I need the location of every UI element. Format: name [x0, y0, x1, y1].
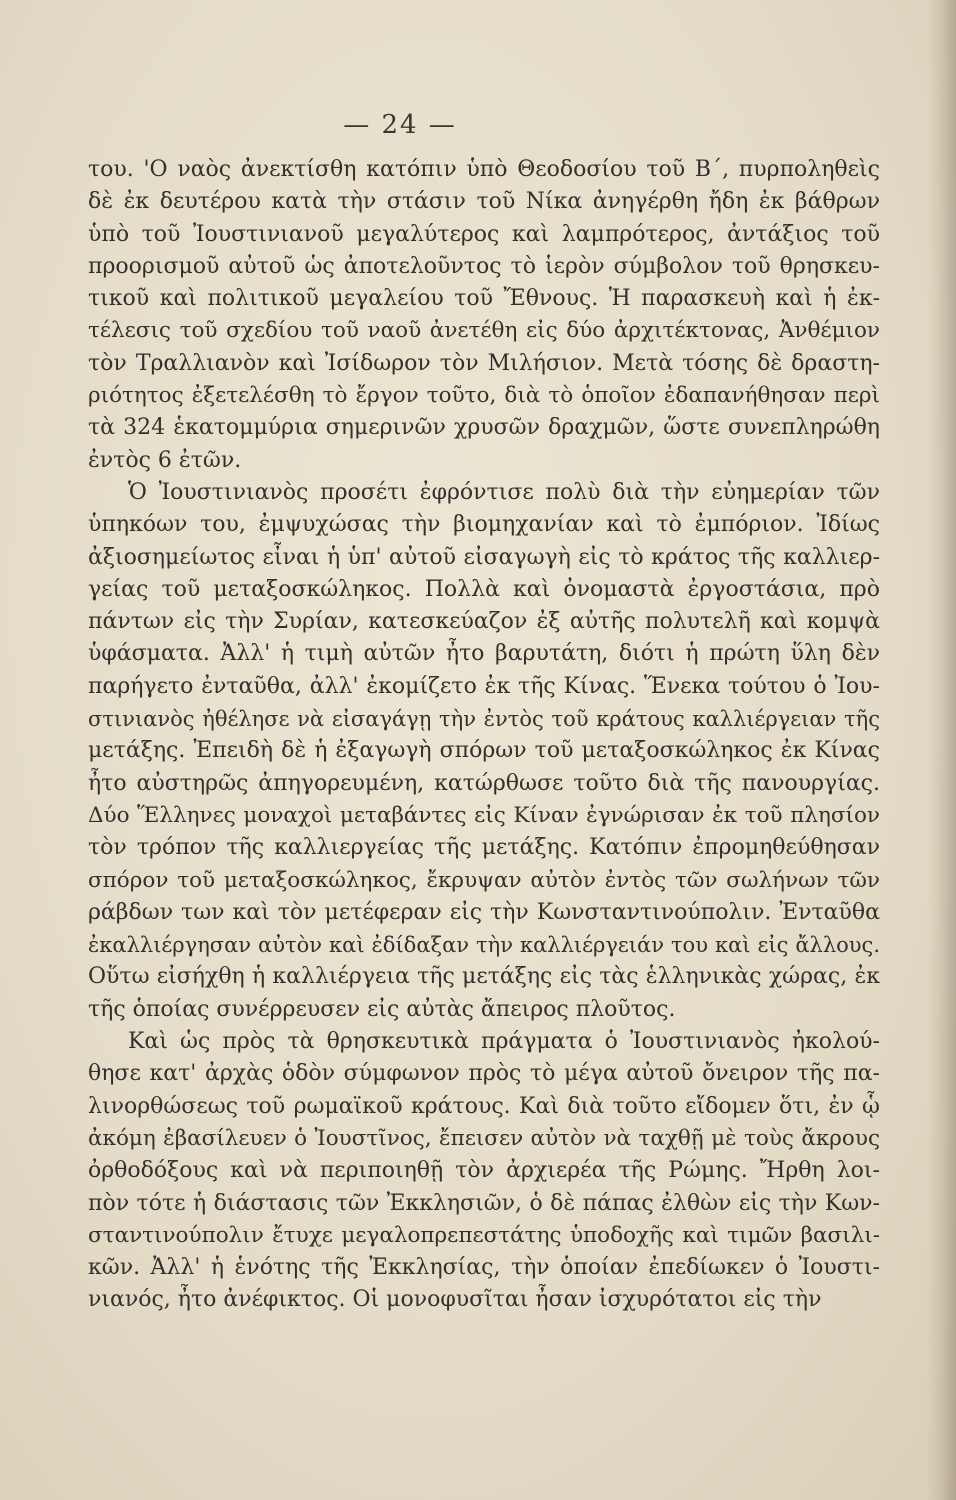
text-line: ἀκόμη ἐβασίλευεν ὁ Ἰουστῖνος, ἔπεισεν αὐτὸν νὰ ταχθῇ μὲ τοὺς ἄκρους [88, 1125, 880, 1151]
text-line: νιανός, ἦτο ἀνέφικτος. Οἱ μονοφυσῖται ἦσαν ἰσχυρότατοι εἰς τὴν [88, 1287, 822, 1313]
text-line: προορισμοῦ αὐτοῦ ὡς ἀποτελοῦντος τὸ ἱερὸν σύμβολον τοῦ θρησκευ- [88, 253, 880, 279]
text-line: τὸν τρόπον τῆς καλλιεργείας τῆς μετάξης. Κατόπιν ἐπρομηθεύθησαν [88, 835, 880, 861]
text-line: σπόρον τοῦ μεταξοσκώληκος, ἔκρυψαν αὐτὸν ἐντὸς τῶν σωλήνων τῶν [88, 867, 880, 893]
text-line: κῶν. Ἀλλ' ἡ ἑνότης τῆς Ἐκκλησίας, τὴν ὁποίαν ἐπεδίωκεν ὁ Ἰουστι- [88, 1255, 880, 1281]
text-line: μετάξης. Ἐπειδὴ δὲ ἡ ἐξαγωγὴ σπόρων τοῦ μεταξοσκώληκος ἐκ Κίνας [88, 738, 880, 764]
text-line: ράβδων των καὶ τὸν μετέφεραν εἰς τὴν Κωνσταντινούπολιν. Ἐνταῦθα [88, 899, 880, 925]
text-line: ἐκαλλιέργησαν αὐτὸν καὶ ἐδίδαξαν τὴν καλλιέργειάν του καὶ εἰς ἄλλους. [88, 933, 880, 958]
text-line: Καὶ ὡς πρὸς τὰ θρησκευτικὰ πράγματα ὁ Ἰουστινιανὸς ἠκολού- [128, 1029, 880, 1055]
text-line: τὰ 324 ἑκατομμύρια σημερινῶν χρυσῶν δραχμῶν, ὥστε συνεπληρώθη [88, 415, 880, 441]
text-line: τικοῦ καὶ πολιτικοῦ μεγαλείου τοῦ Ἔθνους. Ἡ παρασκευὴ καὶ ἡ ἐκ- [88, 286, 880, 312]
body-text [88, 154, 880, 1317]
text-line: Οὕτω εἰσήχθη ἡ καλλιέργεια τῆς μετάξης εἰς τὰς ἑλληνικὰς χώρας, ἐκ [88, 964, 880, 990]
text-line: τῆς ὁποίας συνέρρευσεν εἰς αὐτὰς ἄπειρος πλοῦτος. [88, 996, 676, 1022]
page-number: — 24 — [343, 110, 457, 140]
text-line: ὑπηκόων του, ἐμψυχώσας τὴν βιομηχανίαν καὶ τὸ ἐμπόριον. Ἰδίως [88, 512, 880, 538]
text-line: Ὁ Ἰουστινιανὸς προσέτι ἐφρόντισε πολὺ διὰ τὴν εὐημερίαν τῶν [128, 479, 880, 505]
text-line: ὑφάσματα. Ἀλλ' ἡ τιμὴ αὐτῶν ἦτο βαρυτάτη, διότι ἡ πρώτη ὕλη δὲν [88, 641, 880, 667]
text-line: ὑπὸ τοῦ Ἰουστινιανοῦ μεγαλύτερος καὶ λαμπρότερος, ἀντάξιος τοῦ [88, 221, 880, 247]
text-line: ἀξιοσημείωτος εἶναι ἡ ὑπ' αὐτοῦ εἰσαγωγὴ εἰς τὸ κράτος τῆς καλλιερ- [88, 544, 880, 570]
text-line: ριότητος ἐξετελέσθη τὸ ἔργον τοῦτο, διὰ τὸ ὁποῖον ἐδαπανήθησαν περὶ [88, 383, 880, 409]
text-line: σταντινούπολιν ἔτυχε μεγαλοπρεπεστάτης ὑποδοχῆς καὶ τιμῶν βασιλι- [88, 1222, 880, 1248]
text-line: δὲ ἐκ δευτέρου κατὰ τὴν στάσιν τοῦ Νίκα ἀνηγέρθη ἤδη ἐκ βάθρων [88, 189, 880, 215]
text-line: τὸν Τραλλιανὸν καὶ Ἰσίδωρον τὸν Μιλήσιον. Μετὰ τόσης δὲ δραστη- [88, 350, 880, 376]
text-line: στινιανὸς ἠθέλησε νὰ εἰσαγάγῃ τὴν ἐντὸς τοῦ κράτους καλλιέργειαν τῆς [88, 707, 880, 732]
text-line: ἐντὸς 6 ἐτῶν. [88, 447, 242, 473]
text-line: γείας τοῦ μεταξοσκώληκος. Πολλὰ καὶ ὀνομαστὰ ἐργοστάσια, πρὸ [88, 576, 880, 602]
text-line: λινορθώσεως τοῦ ρωμαϊκοῦ κράτους. Καὶ διὰ τοῦτο εἴδομεν ὅτι, ἐν ᾧ [88, 1093, 880, 1119]
text-line: Δύο Ἕλληνες μοναχοὶ μεταβάντες εἰς Κίναν ἐγνώρισαν ἐκ τοῦ πλησίον [88, 802, 880, 828]
page-edge-shadow [926, 0, 956, 1500]
text-line: θησε κατ' ἀρχὰς ὁδὸν σύμφωνον πρὸς τὸ μέγα αὐτοῦ ὄνειρον τῆς πα- [88, 1061, 880, 1087]
text-line: τέλεσις τοῦ σχεδίου τοῦ ναοῦ ἀνετέθη εἰς δύο ἀρχιτέκτονας, Ἀνθέμιον [88, 318, 880, 344]
text-line: του. 'Ο ναὸς ἀνεκτίσθη κατόπιν ὑπὸ Θεοδοσίου τοῦ Β΄, πυρποληθεὶς [88, 157, 880, 182]
text-line: πάντων εἰς τὴν Συρίαν, κατεσκεύαζον ἐξ αὐτῆς πολυτελῆ καὶ κομψὰ [88, 609, 880, 635]
text-line: πὸν τότε ἡ διάστασις τῶν Ἐκκλησιῶν, ὁ δὲ πάπας ἐλθὼν εἰς τὴν Κων- [88, 1190, 880, 1216]
text-line: ὀρθοδόξους καὶ νὰ περιποιηθῇ τὸν ἀρχιερέα τῆς Ρώμης. Ἤρθη λοι- [88, 1158, 880, 1184]
text-line: παρήγετο ἐνταῦθα, ἀλλ' ἐκομίζετο ἐκ τῆς Κίνας. Ἕνεκα τούτου ὁ Ἰου- [88, 673, 880, 699]
text-line: ἦτο αὐστηρῶς ἀπηγορευμένη, κατώρθωσε τοῦτο διὰ τῆς πανουργίας. [88, 770, 880, 796]
